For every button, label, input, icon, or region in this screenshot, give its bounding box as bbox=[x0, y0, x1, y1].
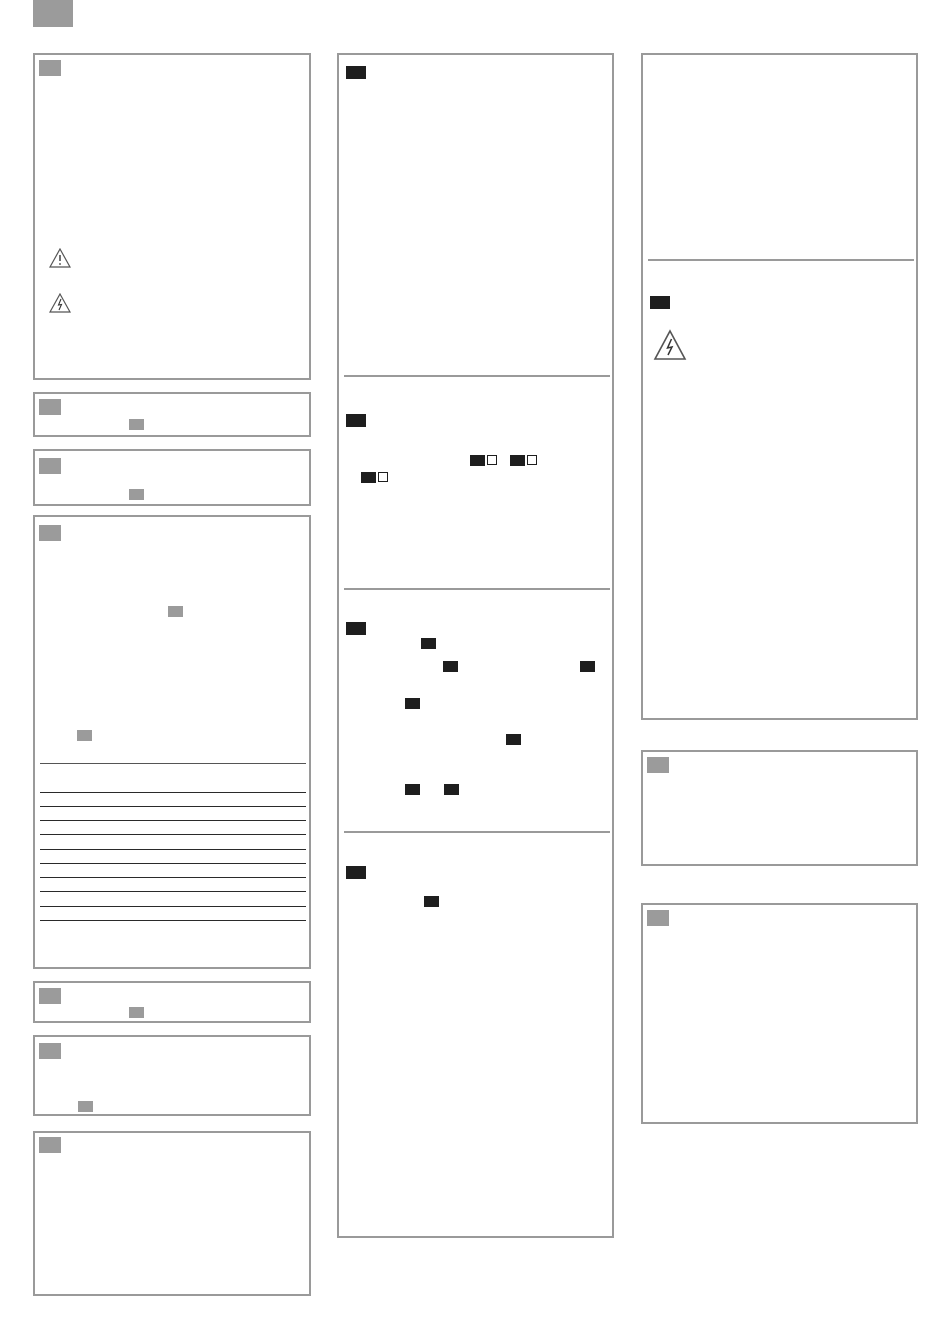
section-marker bbox=[39, 1137, 61, 1153]
section-marker bbox=[647, 757, 669, 773]
section-storage bbox=[641, 750, 918, 866]
reference-marker bbox=[77, 730, 92, 741]
reference-marker bbox=[444, 784, 459, 795]
section-marker bbox=[39, 60, 61, 76]
section-disposal bbox=[33, 1131, 311, 1296]
reference-box bbox=[378, 472, 388, 482]
section-maintenance bbox=[641, 53, 918, 720]
table-row-rule bbox=[40, 834, 306, 835]
section-marker bbox=[346, 66, 366, 79]
table-top-rule bbox=[40, 763, 306, 764]
reference-marker bbox=[129, 489, 144, 500]
reference-marker bbox=[580, 661, 595, 672]
reference-marker bbox=[168, 606, 183, 617]
reference-marker bbox=[405, 698, 420, 709]
reference-marker bbox=[443, 661, 458, 672]
table-row-rule bbox=[40, 792, 306, 793]
section-specifications bbox=[33, 515, 311, 969]
section-marker bbox=[346, 414, 366, 427]
section-marker bbox=[39, 399, 61, 415]
divider bbox=[648, 259, 914, 261]
section-marker bbox=[39, 525, 61, 541]
table-row-rule bbox=[40, 877, 306, 878]
table-row-rule bbox=[40, 891, 306, 892]
section-note-1 bbox=[33, 392, 311, 437]
reference-marker bbox=[510, 455, 525, 466]
section-warranty bbox=[641, 903, 918, 1124]
reference-marker bbox=[506, 734, 521, 745]
table-row-rule bbox=[40, 906, 306, 907]
section-operation bbox=[337, 53, 614, 1238]
section-marker bbox=[346, 622, 366, 635]
electrical-hazard-icon bbox=[653, 329, 687, 361]
reference-marker bbox=[78, 1101, 93, 1112]
section-note-2 bbox=[33, 449, 311, 506]
section-note-3 bbox=[33, 981, 311, 1023]
electrical-hazard-icon bbox=[49, 293, 71, 313]
section-marker bbox=[650, 296, 670, 309]
section-note-4 bbox=[33, 1035, 311, 1116]
table-row-rule bbox=[40, 863, 306, 864]
divider bbox=[344, 588, 610, 590]
reference-marker bbox=[129, 1007, 144, 1018]
divider bbox=[344, 375, 610, 377]
table-row-rule bbox=[40, 849, 306, 850]
section-marker bbox=[346, 866, 366, 879]
reference-box bbox=[487, 455, 497, 465]
table-row-rule bbox=[40, 920, 306, 921]
section-safety bbox=[33, 53, 311, 380]
warning-triangle-icon bbox=[49, 248, 71, 268]
reference-marker bbox=[421, 638, 436, 649]
reference-marker bbox=[470, 455, 485, 466]
divider bbox=[344, 831, 610, 833]
reference-marker bbox=[361, 472, 376, 483]
reference-marker bbox=[424, 896, 439, 907]
section-marker bbox=[647, 910, 669, 926]
header-tab bbox=[33, 0, 73, 27]
table-row-rule bbox=[40, 806, 306, 807]
table-row-rule bbox=[40, 820, 306, 821]
reference-marker bbox=[405, 784, 420, 795]
reference-box bbox=[527, 455, 537, 465]
section-marker bbox=[39, 458, 61, 474]
section-marker bbox=[39, 1043, 61, 1059]
section-marker bbox=[39, 988, 61, 1004]
reference-marker bbox=[129, 419, 144, 430]
